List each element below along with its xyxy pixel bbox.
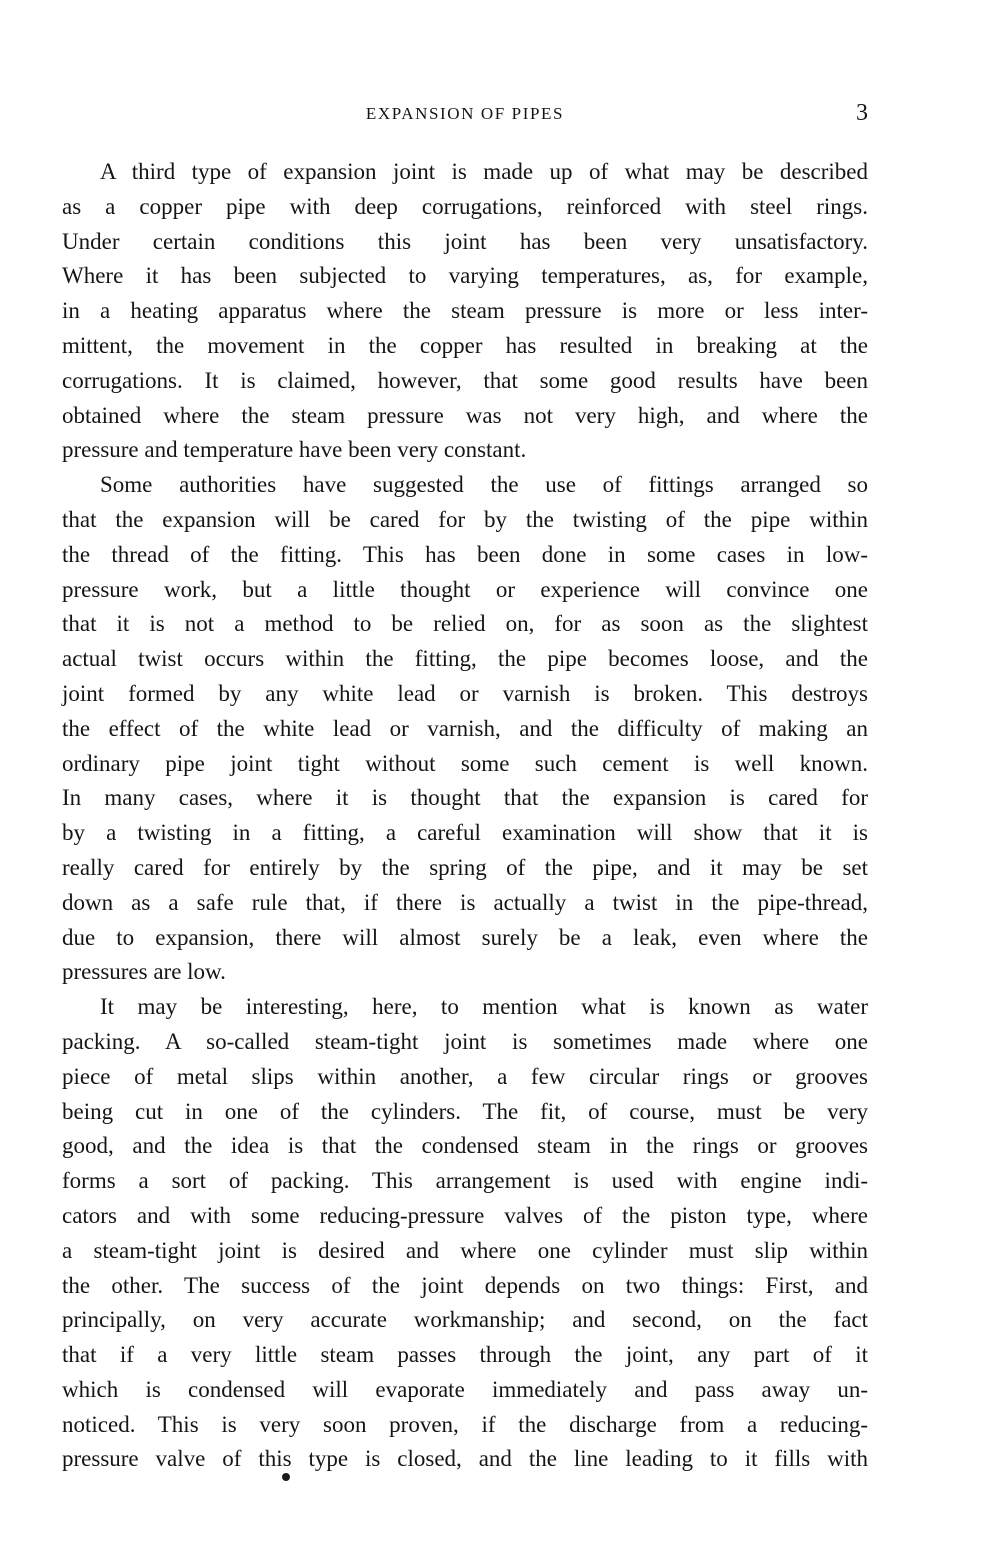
text-line: that it is not a method to be relied on, for as soon as the slightest bbox=[62, 611, 868, 637]
text-line: down as a safe rule that, if there is actually a twist in the pipe-thread, bbox=[62, 889, 868, 915]
text-line: Some authorities have suggested the use of fittings arranged so bbox=[100, 472, 868, 498]
text-line: packing. A so-called steam-tight joint is sometimes made where one bbox=[62, 1028, 868, 1054]
text-line: joint formed by any white lead or varnish is broken. This destroys bbox=[62, 680, 868, 706]
text-line: due to expansion, there will almost surely be a leak, even where the bbox=[62, 924, 868, 950]
running-head bbox=[62, 100, 868, 130]
text-line: In many cases, where it is thought that the expansion is cared for bbox=[62, 785, 868, 811]
text-line: pressure and temperature have been very constant. bbox=[62, 437, 527, 463]
text-line: corrugations. It is claimed, however, that some good results have been bbox=[62, 367, 868, 393]
text-line: that the expansion will be cared for by the twisting of the pipe within bbox=[62, 506, 868, 532]
chapter-title: EXPANSION OF PIPES bbox=[365, 104, 565, 123]
text-line: the other. The success of the joint depends on two things: First, and bbox=[62, 1272, 868, 1298]
text-line: a steam-tight joint is desired and where one cylinder must slip within bbox=[62, 1237, 868, 1263]
text-line: noticed. This is very soon proven, if the discharge from a reducing- bbox=[62, 1411, 868, 1437]
text-line: cators and with some reducing-pressure valves of the piston type, where bbox=[62, 1202, 868, 1228]
text-line: by a twisting in a fitting, a careful examination will show that it is bbox=[62, 820, 868, 846]
text-line: which is condensed will evaporate immediately and pass away un- bbox=[62, 1376, 868, 1402]
text-line: Under certain conditions this joint has been very unsatisfactory. bbox=[62, 228, 868, 254]
text-line: really cared for entirely by the spring of the pipe, and it may be set bbox=[62, 854, 868, 880]
text-line: that if a very little steam passes through the joint, any part of it bbox=[62, 1342, 868, 1368]
text-line: Where it has been subjected to varying temperatures, as, for example, bbox=[62, 263, 868, 289]
text-line: obtained where the steam pressure was not very high, and where the bbox=[62, 402, 868, 428]
body-text bbox=[62, 155, 868, 1477]
text-line: as a copper pipe with deep corrugations, reinforced with steel rings. bbox=[62, 193, 868, 219]
text-line: the effect of the white lead or varnish, and the difficulty of making an bbox=[62, 715, 868, 741]
text-line: actual twist occurs within the fitting, the pipe becomes loose, and the bbox=[62, 646, 868, 672]
text-line: being cut in one of the cylinders. The fit, of course, must be very bbox=[62, 1098, 868, 1124]
text-line: the thread of the fitting. This has been done in some cases in low- bbox=[62, 541, 868, 567]
text-line: piece of metal slips within another, a few circular rings or grooves bbox=[62, 1063, 868, 1089]
text-line: pressure work, but a little thought or experience will convince one bbox=[62, 576, 868, 602]
text-line: pressure valve of this type is closed, and the line leading to it fills with bbox=[62, 1446, 868, 1472]
text-line: It may be interesting, here, to mention what is known as water bbox=[100, 994, 868, 1020]
text-line: good, and the idea is that the condensed steam in the rings or grooves bbox=[62, 1133, 868, 1159]
text-line: principally, on very accurate workmanship; and second, on the fact bbox=[62, 1307, 868, 1333]
text-line: ordinary pipe joint tight without some such cement is well known. bbox=[62, 750, 868, 776]
text-line: in a heating apparatus where the steam pressure is more or less inter- bbox=[62, 298, 868, 324]
page-number: 3 bbox=[856, 100, 868, 126]
text-line: A third type of expansion joint is made up of what may be described bbox=[100, 159, 868, 184]
text-line: forms a sort of packing. This arrangement is used with engine indi- bbox=[62, 1168, 868, 1194]
text-line: mittent, the movement in the copper has resulted in breaking at the bbox=[62, 332, 868, 358]
text-line: pressures are low. bbox=[62, 959, 226, 985]
ink-spot bbox=[282, 1473, 290, 1481]
